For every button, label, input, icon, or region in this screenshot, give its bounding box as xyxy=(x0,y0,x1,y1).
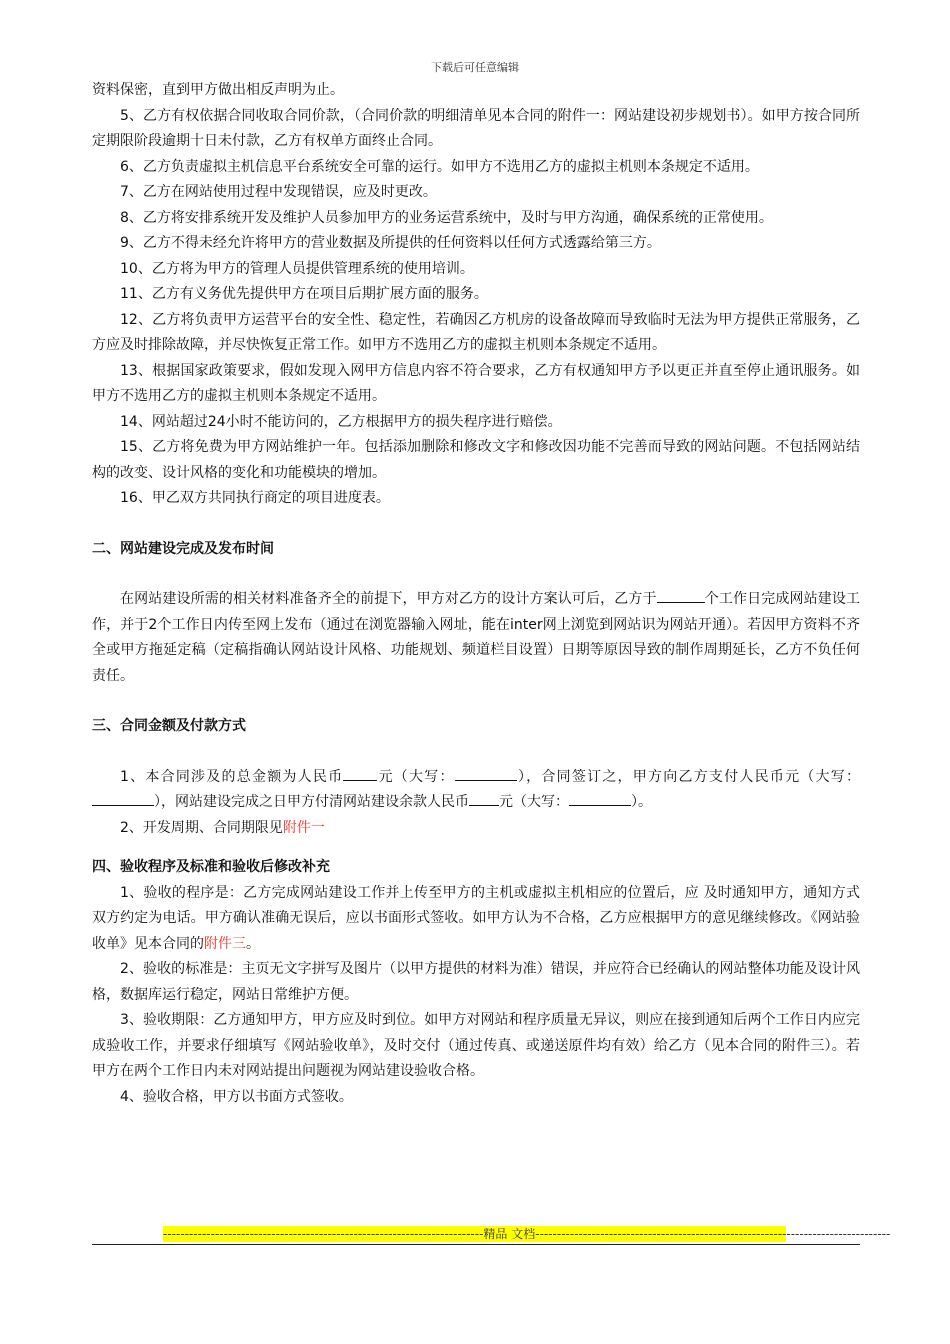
paragraph: 6、乙方负责虚拟主机信息平台系统安全可靠的运行。如甲方不选用乙方的虚拟主机则本条规定不适用。 xyxy=(120,158,759,175)
paragraph: 12、乙方将负责甲方运营平台的安全性、稳定性，若确因乙方机房的设备故障而导致临时无法为甲方提供正常服务，乙方应及时排除故障，并尽快恢复正常工作。如甲方不选用乙方的虚拟主机则本条规定不适用。 xyxy=(92,311,860,353)
spacer xyxy=(92,740,860,765)
paragraph: 9、乙方不得未经允许将甲方的营业数据及所提供的任何资料以任何方式透露给第三方。 xyxy=(120,235,661,251)
text: 在网站建设所需的相关材料准备齐全的前提下，甲方对乙方的设计方案认可后，乙方于 xyxy=(120,591,657,607)
text: 元（大写： xyxy=(499,794,569,810)
text: 元（大写： xyxy=(377,768,455,785)
footer-banner: --------------------------------------------------------------------------精品 文档---------------------------------------------------------------------------------- xyxy=(163,1227,891,1241)
spacer xyxy=(92,562,860,587)
appendix-link[interactable]: 附件一 xyxy=(282,819,325,836)
text: ），合同签订之，甲方向乙方支付人民币元（大写： xyxy=(516,768,860,785)
paragraph: 13、根据国家政策要求，假如发现入网甲方信息内容不符合要求，乙方有权通知甲方予以更正并直至停止通讯服务。如甲方不选用乙方的虚拟主机则本条规定不适用。 xyxy=(92,362,860,404)
spacer xyxy=(92,841,860,855)
paragraph xyxy=(92,881,860,958)
paragraph: 2、验收的标准是：主页无文字拼写及图片（以甲方提供的材料为准）错误，并应符合已经确认的网站整体功能及设计风格，数据库运行稳定，网站日常维护方便。 xyxy=(92,961,860,1003)
page-header: 下载后可任意编辑 xyxy=(431,61,519,74)
text: ），网站建设完成之日甲方付清网站建设余款人民币 xyxy=(154,794,469,810)
document-body xyxy=(92,78,860,1110)
text: 1、验收的程序是：乙方完成网站建设工作并上传至甲方的主机或虚拟主机相应的位置后，应 及时通知甲方，通知方式双方约定为电话。甲方确认准确无误后，应以书面形式签收。如甲方认为不合格，乙方应根据甲方的意见继续修改。《网站验收单》见本合同的 xyxy=(92,884,860,952)
text: 。 xyxy=(246,935,260,952)
blank-field xyxy=(455,765,517,781)
paragraph: 5、乙方有权依据合同收取合同价款，（合同价款的明细清单见本合同的附件一：网站建设初步规划书）。如甲方按合同所定期限阶段逾期十日未付款，乙方有权单方面终止合同。 xyxy=(92,107,860,149)
paragraph: 10、乙方将为甲方的管理人员提供管理系统的使用培训。 xyxy=(120,260,474,277)
blank-field xyxy=(92,790,154,806)
spacer xyxy=(92,512,860,537)
blank-field xyxy=(569,790,631,806)
paragraph: 8、乙方将安排系统开发及维护人员参加甲方的业务运营系统中，及时与甲方沟通，确保系统的正常使用。 xyxy=(120,209,773,226)
blank-field xyxy=(343,765,377,781)
footer-divider xyxy=(92,1244,860,1245)
blank-field xyxy=(469,790,499,806)
paragraph: 15、乙方将免费为甲方网站维护一年。包括添加删除和修改文字和修改因功能不完善而导致的网站问题。不包括网站结构的改变、设计风格的变化和功能模块的增加。 xyxy=(92,439,860,481)
text: 2、开发周期、合同期限见 xyxy=(120,819,283,836)
blank-field xyxy=(657,587,705,603)
text: ）。 xyxy=(631,794,652,810)
paragraph xyxy=(92,765,860,816)
paragraph: 16、甲乙双方共同执行商定的项目进度表。 xyxy=(120,490,390,506)
paragraph xyxy=(92,816,860,842)
paragraph: 11、乙方有义务优先提供甲方在项目后期扩展方面的服务。 xyxy=(120,286,488,302)
text: 1、本合同涉及的总金额为人民币 xyxy=(120,768,344,785)
section-heading: 四、验收程序及标准和验收后修改补充 xyxy=(92,859,330,875)
section-heading: 二、网站建设完成及发布时间 xyxy=(92,540,274,557)
spacer xyxy=(92,689,860,714)
paragraph: 资料保密，直到甲方做出相反声明为止。 xyxy=(92,82,344,98)
paragraph: 4、验收合格，甲方以书面方式签收。 xyxy=(120,1088,353,1105)
section-heading: 三、合同金额及付款方式 xyxy=(92,718,246,734)
paragraph xyxy=(92,587,860,689)
paragraph: 7、乙方在网站使用过程中发现错误，应及时更改。 xyxy=(120,184,437,200)
appendix-link[interactable]: 附件三 xyxy=(204,935,246,952)
paragraph: 14、网站超过24小时不能访问的，乙方根据甲方的损失程序进行赔偿。 xyxy=(120,413,562,430)
paragraph: 3、验收期限：乙方通知甲方，甲方应及时到位。如甲方对网站和程序质量无异议，则应在接到通知后两个工作日内应完成验收工作，并要求仔细填写《网站验收单》，及时交付（通过传真、或递送原件均有效）给乙方（见本合同的附件三）。若甲方在两个工作日内未对网站提出问题视为网站建设验收合格。 xyxy=(92,1012,860,1079)
text: 个工作日完成网站建设工作，并于2个工作日内传至网上发布（通过在浏览器输入网址，能在inter网上浏览到网站识为网站开通）。若因甲方资料不齐全或甲方拖延定稿（定稿指确认网站设计风格、功能规划、频道栏目设置）日期等原因导致的制作周期延长，乙方不负任何责任。 xyxy=(92,591,861,684)
